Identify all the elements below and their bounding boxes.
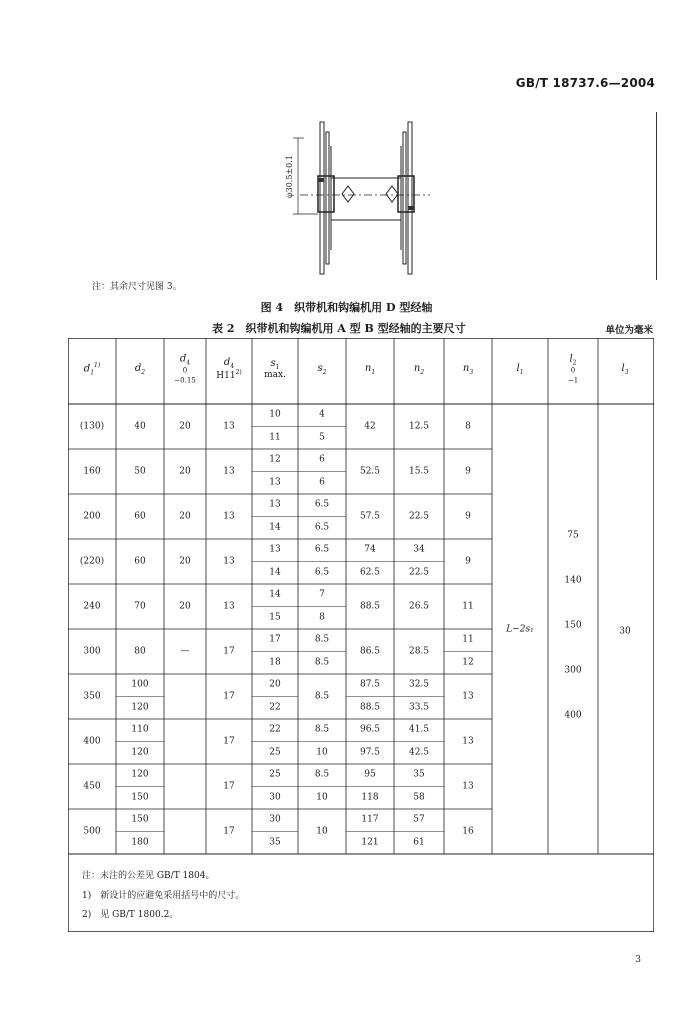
header-d4: $d_4$ 0 −0.15 <box>174 353 196 385</box>
cell-s2: 8.5 <box>314 634 330 645</box>
cell-d4b: 13 <box>223 420 235 431</box>
diameter-dimension-label: φ30.5±0.1 <box>285 155 294 198</box>
l2-value: 300 <box>564 665 582 676</box>
cell-n2: 57 <box>413 814 425 825</box>
cell-d2: 110 <box>131 724 149 735</box>
cell-s1: 17 <box>269 634 281 645</box>
header-n2: $n_2$ <box>413 362 425 376</box>
page-number: 3 <box>635 955 641 965</box>
cell-n1: 74 <box>364 544 376 555</box>
cell-s1: 11 <box>269 432 281 443</box>
cell-n2: 22.5 <box>408 510 430 521</box>
l2-value: 75 <box>567 530 579 541</box>
cell-d2: 40 <box>134 420 146 431</box>
cell-s1: 18 <box>269 657 281 668</box>
cell-n2: 41.5 <box>408 724 430 735</box>
cell-s2: 6.5 <box>314 522 330 533</box>
cell-s1: 13 <box>269 544 281 555</box>
cell-n1: 95 <box>364 769 376 780</box>
cell-n3: 11 <box>462 634 474 645</box>
cell-d2: 60 <box>134 510 146 521</box>
cell-s1: 35 <box>269 837 281 848</box>
cell-n2: 12.5 <box>408 420 430 431</box>
cell-n3: 13 <box>462 735 474 746</box>
cell-d4: 20 <box>179 420 191 431</box>
cell-s1: 14 <box>269 589 281 600</box>
l1-value: L−2s₁ <box>506 624 534 635</box>
cell-d4b: 17 <box>223 825 235 836</box>
cell-d2: 80 <box>134 645 146 656</box>
l2-value: 400 <box>564 710 582 721</box>
cell-d2: 150 <box>131 792 149 803</box>
cell-d1: 240 <box>83 600 101 611</box>
cell-d2: 120 <box>131 747 149 758</box>
margin-rule <box>656 112 657 280</box>
cell-n2: 33.5 <box>408 702 430 713</box>
cell-n2: 26.5 <box>408 600 430 611</box>
cell-n1: 117 <box>361 814 379 825</box>
cell-s1: 20 <box>269 679 281 690</box>
cell-s1: 25 <box>269 747 281 758</box>
cell-n1: 88.5 <box>359 702 381 713</box>
cell-n1: 118 <box>361 792 379 803</box>
cell-s2: 4 <box>319 409 325 420</box>
cell-s1: 25 <box>269 769 281 780</box>
cell-d2: 50 <box>134 465 146 476</box>
cell-s2: 7 <box>319 589 325 600</box>
header-n3: $n_3$ <box>462 362 474 376</box>
cell-d1: (220) <box>79 555 105 566</box>
cell-n3: 13 <box>462 780 474 791</box>
cell-s2: 10 <box>316 747 328 758</box>
cell-n2: 34 <box>413 544 425 555</box>
cell-s2: 8 <box>319 612 325 623</box>
cell-n1: 87.5 <box>359 679 381 690</box>
cell-n1: 42 <box>364 420 376 431</box>
cell-d2: 60 <box>134 555 146 566</box>
cell-s1: 13 <box>269 499 281 510</box>
cell-d2: 100 <box>131 679 149 690</box>
header-d4-h11: $d_4$ H11$^{2)}$ <box>216 357 242 382</box>
cell-s1: 30 <box>269 814 281 825</box>
cell-s2: 6.5 <box>314 544 330 555</box>
cell-d4: — <box>180 645 190 656</box>
header-d2: $d_2$ <box>134 362 146 376</box>
l3-value: 30 <box>619 626 631 637</box>
table-footnote: 注：未注的公差见 GB/T 1804。 <box>82 871 215 881</box>
cell-d4b: 17 <box>223 780 235 791</box>
cell-s2: 8.5 <box>314 769 330 780</box>
cell-s1: 22 <box>269 724 281 735</box>
cell-n3: 9 <box>465 555 471 566</box>
cell-n2: 15.5 <box>408 465 430 476</box>
cell-d4: 20 <box>179 465 191 476</box>
table-footnote: 2) 见 GB/T 1800.2。 <box>82 910 179 920</box>
cell-d2: 120 <box>131 702 149 713</box>
header-s1: $s_1$ max. <box>264 358 286 381</box>
cell-d4b: 17 <box>223 645 235 656</box>
cell-d1: 450 <box>83 780 101 791</box>
cell-s1: 14 <box>269 567 281 578</box>
cell-s1: 13 <box>269 477 281 488</box>
cell-s2: 8.5 <box>314 690 330 701</box>
cell-s1: 10 <box>269 409 281 420</box>
cell-n3: 12 <box>462 657 474 668</box>
figure-note: 注：其余尺寸见图 3。 <box>92 282 182 292</box>
cell-d1: 400 <box>83 735 101 746</box>
warp-beam-svg <box>280 118 440 278</box>
cell-n2: 35 <box>413 769 425 780</box>
cell-n3: 16 <box>462 825 474 836</box>
cell-d1: 160 <box>83 465 101 476</box>
cell-n2: 28.5 <box>408 645 430 656</box>
cell-d2: 70 <box>134 600 146 611</box>
cell-n1: 62.5 <box>359 567 381 578</box>
cell-s1: 14 <box>269 522 281 533</box>
header-l3: $l_3$ <box>621 362 629 376</box>
cell-d1: (130) <box>79 420 105 431</box>
l2-value: 150 <box>564 620 582 631</box>
cell-n1: 121 <box>361 837 379 848</box>
cell-s2: 8.5 <box>314 657 330 668</box>
cell-d4b: 13 <box>223 600 235 611</box>
cell-n2: 32.5 <box>408 679 430 690</box>
cell-d1: 300 <box>83 645 101 656</box>
dimensions-table <box>68 338 654 932</box>
cell-n1: 86.5 <box>359 645 381 656</box>
cell-s2: 8.5 <box>314 724 330 735</box>
cell-s1: 22 <box>269 702 281 713</box>
cell-n1: 88.5 <box>359 600 381 611</box>
warp-beam-drawing <box>280 118 440 278</box>
cell-n1: 52.5 <box>359 465 381 476</box>
cell-d4b: 13 <box>223 555 235 566</box>
cell-s2: 6 <box>319 477 325 488</box>
unit-label: 单位为毫米 <box>605 325 653 336</box>
cell-d4b: 17 <box>223 690 235 701</box>
cell-d2: 180 <box>131 837 149 848</box>
cell-s1: 30 <box>269 792 281 803</box>
figure-caption: 图 4 织带机和钩编机用 D 型经轴 <box>260 301 433 314</box>
cell-d2: 150 <box>131 814 149 825</box>
table-footnote: 1) 新设计的应避免采用括号中的尺寸。 <box>82 891 245 901</box>
cell-n3: 11 <box>462 600 474 611</box>
standard-number: GB/T 18737.6—2004 <box>515 76 655 90</box>
cell-d1: 500 <box>83 825 101 836</box>
cell-d1: 200 <box>83 510 101 521</box>
cell-n3: 13 <box>462 690 474 701</box>
cell-n1: 57.5 <box>359 510 381 521</box>
header-s2: $s_2$ <box>317 362 327 376</box>
cell-s2: 6 <box>319 454 325 465</box>
cell-n2: 61 <box>413 837 425 848</box>
cell-d2: 120 <box>131 769 149 780</box>
cell-n3: 8 <box>465 420 471 431</box>
header-n1: $n_1$ <box>364 362 376 376</box>
cell-d4b: 13 <box>223 465 235 476</box>
cell-n1: 96.5 <box>359 724 381 735</box>
table-caption: 表 2 织带机和钩编机用 A 型 B 型经轴的主要尺寸 <box>212 322 466 335</box>
cell-n2: 58 <box>413 792 425 803</box>
header-d1: $d_1^{1)}$ <box>83 362 101 377</box>
cell-d4b: 17 <box>223 735 235 746</box>
cell-d1: 350 <box>83 690 101 701</box>
l2-value: 140 <box>564 575 582 586</box>
cell-d4: 20 <box>179 600 191 611</box>
cell-s1: 15 <box>269 612 281 623</box>
cell-n2: 42.5 <box>408 747 430 758</box>
cell-d4b: 13 <box>223 510 235 521</box>
cell-s2: 6.5 <box>314 499 330 510</box>
header-l2: $l_2$ 0 −1 <box>567 353 579 385</box>
cell-d4: 20 <box>179 555 191 566</box>
cell-n2: 22.5 <box>408 567 430 578</box>
cell-n3: 9 <box>465 465 471 476</box>
cell-s1: 12 <box>269 454 281 465</box>
cell-s2: 6.5 <box>314 567 330 578</box>
cell-s2: 10 <box>316 825 328 836</box>
cell-s2: 5 <box>319 432 325 443</box>
cell-n3: 9 <box>465 510 471 521</box>
cell-n1: 97.5 <box>359 747 381 758</box>
header-l1: $l_1$ <box>516 362 524 376</box>
cell-d4: 20 <box>179 510 191 521</box>
cell-s2: 10 <box>316 792 328 803</box>
